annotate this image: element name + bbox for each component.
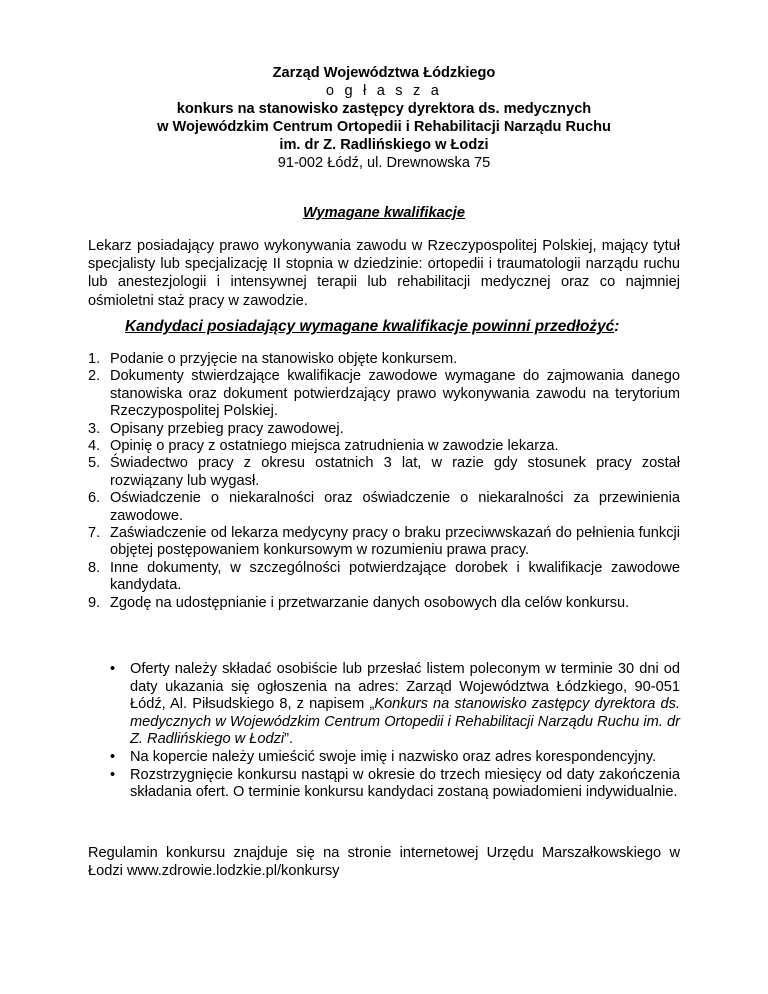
qualifications-text: Lekarz posiadający prawo wykonywania zawodu w Rzeczypospolitej Polskiej, mający tytuł specjalisty lub specjalizację II stopnia w dziedzinie: ortopedii i traumatologii narządu ruchu lub anestezjologii i intensywnej terapii lub rehabilitacji medycznej oraz co najmniej ośmioletni staż pracy w zawodzie. xyxy=(88,238,680,309)
note-submission xyxy=(110,661,680,749)
list-item-number: 8. xyxy=(88,559,101,576)
envelope-label-text: Konkurs na stanowisko zastępcy dyrektora ds. medycznych w Wojewódzkim Centrum Ortopedii i Rehabilitacji Narządu Ruchu im. dr Z. Radlińskiego w Łodzi xyxy=(130,696,680,748)
list-item xyxy=(88,368,680,420)
list-item-text: Świadectwo pracy z okresu ostatnich 3 lat, w razie gdy stosunek pracy został rozwiązany lub wygasł. xyxy=(110,455,680,489)
list-item-text: Inne dokumenty, w szczególności potwierdzające dorobek i kwalifikacje zawodowe kandydata. xyxy=(110,559,680,594)
list-item xyxy=(88,438,680,455)
competition-title: konkurs na stanowisko zastępcy dyrektora ds. medycznych xyxy=(176,101,592,117)
list-item-number: 4. xyxy=(88,438,101,455)
bullet-icon: • xyxy=(110,766,116,783)
list-item xyxy=(88,525,680,560)
note-submission-end: ”. xyxy=(284,731,294,748)
list-item xyxy=(88,490,680,525)
list-item-number: 3. xyxy=(88,420,101,437)
note-resolution xyxy=(110,767,680,802)
list-item-text: Dokumenty stwierdzające kwalifikacje zawodowe wymagane do zajmowania danego stanowiska oraz dokument potwierdzający prawo wykonywania zawodu na terytorium Rzeczypospolitej Polskiej. xyxy=(110,368,680,420)
list-item xyxy=(88,455,680,490)
notes-list xyxy=(110,661,680,802)
regulations-footer: Regulamin konkursu znajduje się na stronie internetowej Urzędu Marszałkowskiego w Łodzi www.zdrowie.lodzkie.pl/konkursy xyxy=(88,845,680,880)
list-item xyxy=(88,595,680,612)
list-item xyxy=(88,421,680,438)
required-documents-list xyxy=(88,351,680,612)
list-item-text: Zaświadczenie od lekarza medycyny pracy o braku przeciwwskazań do pełnienia funkcji objętej postępowaniem konkursowym w rozumieniu prawa pracy. xyxy=(110,525,680,559)
issuer-name: Zarząd Województwa Łódzkiego xyxy=(272,65,496,81)
list-item-text: Opinię o pracy z ostatniego miejsca zatrudnienia w zawodzie lekarza. xyxy=(110,438,559,455)
list-item-number: 2. xyxy=(88,368,101,385)
candidates-heading-colon: : xyxy=(614,318,620,335)
bullet-icon: • xyxy=(110,661,116,677)
list-item-text: Oświadczenie o niekaralności oraz oświadczenie o niekaralności za przewinienia zawodowe. xyxy=(110,490,680,524)
list-item-text: Opisany przebieg pracy zawodowej. xyxy=(110,420,344,437)
institution-name: w Wojewódzkim Centrum Ortopedii i Rehabilitacji Narządu Ruchu xyxy=(157,119,611,135)
note-resolution-text: Rozstrzygnięcie konkursu nastąpi w okresie do trzech miesięcy od daty zakończenia składania ofert. O terminie konkursu kandydaci zostaną powiadomieni indywidualnie. xyxy=(130,766,680,801)
announcement-header xyxy=(0,64,768,172)
list-item xyxy=(88,351,680,368)
institution-address: 91-002 Łódź, ul. Drewnowska 75 xyxy=(277,155,491,171)
note-envelope-text: Na kopercie należy umieścić swoje imię i nazwisko oraz adres korespondencyjny. xyxy=(130,748,657,765)
candidates-heading xyxy=(125,318,619,336)
announces-word: o g ł a s z a xyxy=(325,83,443,99)
list-item-text: Podanie o przyjęcie na stanowisko objęte konkursem. xyxy=(110,351,458,367)
qualifications-heading: Wymagane kwalifikacje xyxy=(303,205,465,221)
list-item-number: 6. xyxy=(88,490,101,507)
institution-patron: im. dr Z. Radlińskiego w Łodzi xyxy=(279,137,489,153)
list-item-number: 5. xyxy=(88,455,101,472)
list-item xyxy=(88,560,680,595)
note-envelope xyxy=(110,749,680,767)
list-item-text: Zgodę na udostępnianie i przetwarzanie danych osobowych dla celów konkursu. xyxy=(110,594,630,611)
list-item-number: 9. xyxy=(88,594,101,611)
bullet-icon: • xyxy=(110,748,116,765)
list-item-number: 1. xyxy=(88,351,101,367)
note-submission-text: Oferty należy składać osobiście lub przesłać listem poleconym w terminie 30 dni od daty ukazania się ogłoszenia na adres: Zarząd Województwa Łódzkiego, 90-051 Łódź, Al. Piłsudskiego 8, z napisem „ xyxy=(130,661,680,713)
candidates-heading-text: Kandydaci posiadający wymagane kwalifikacje powinni przedłożyć xyxy=(125,318,615,335)
list-item-number: 7. xyxy=(88,525,101,542)
